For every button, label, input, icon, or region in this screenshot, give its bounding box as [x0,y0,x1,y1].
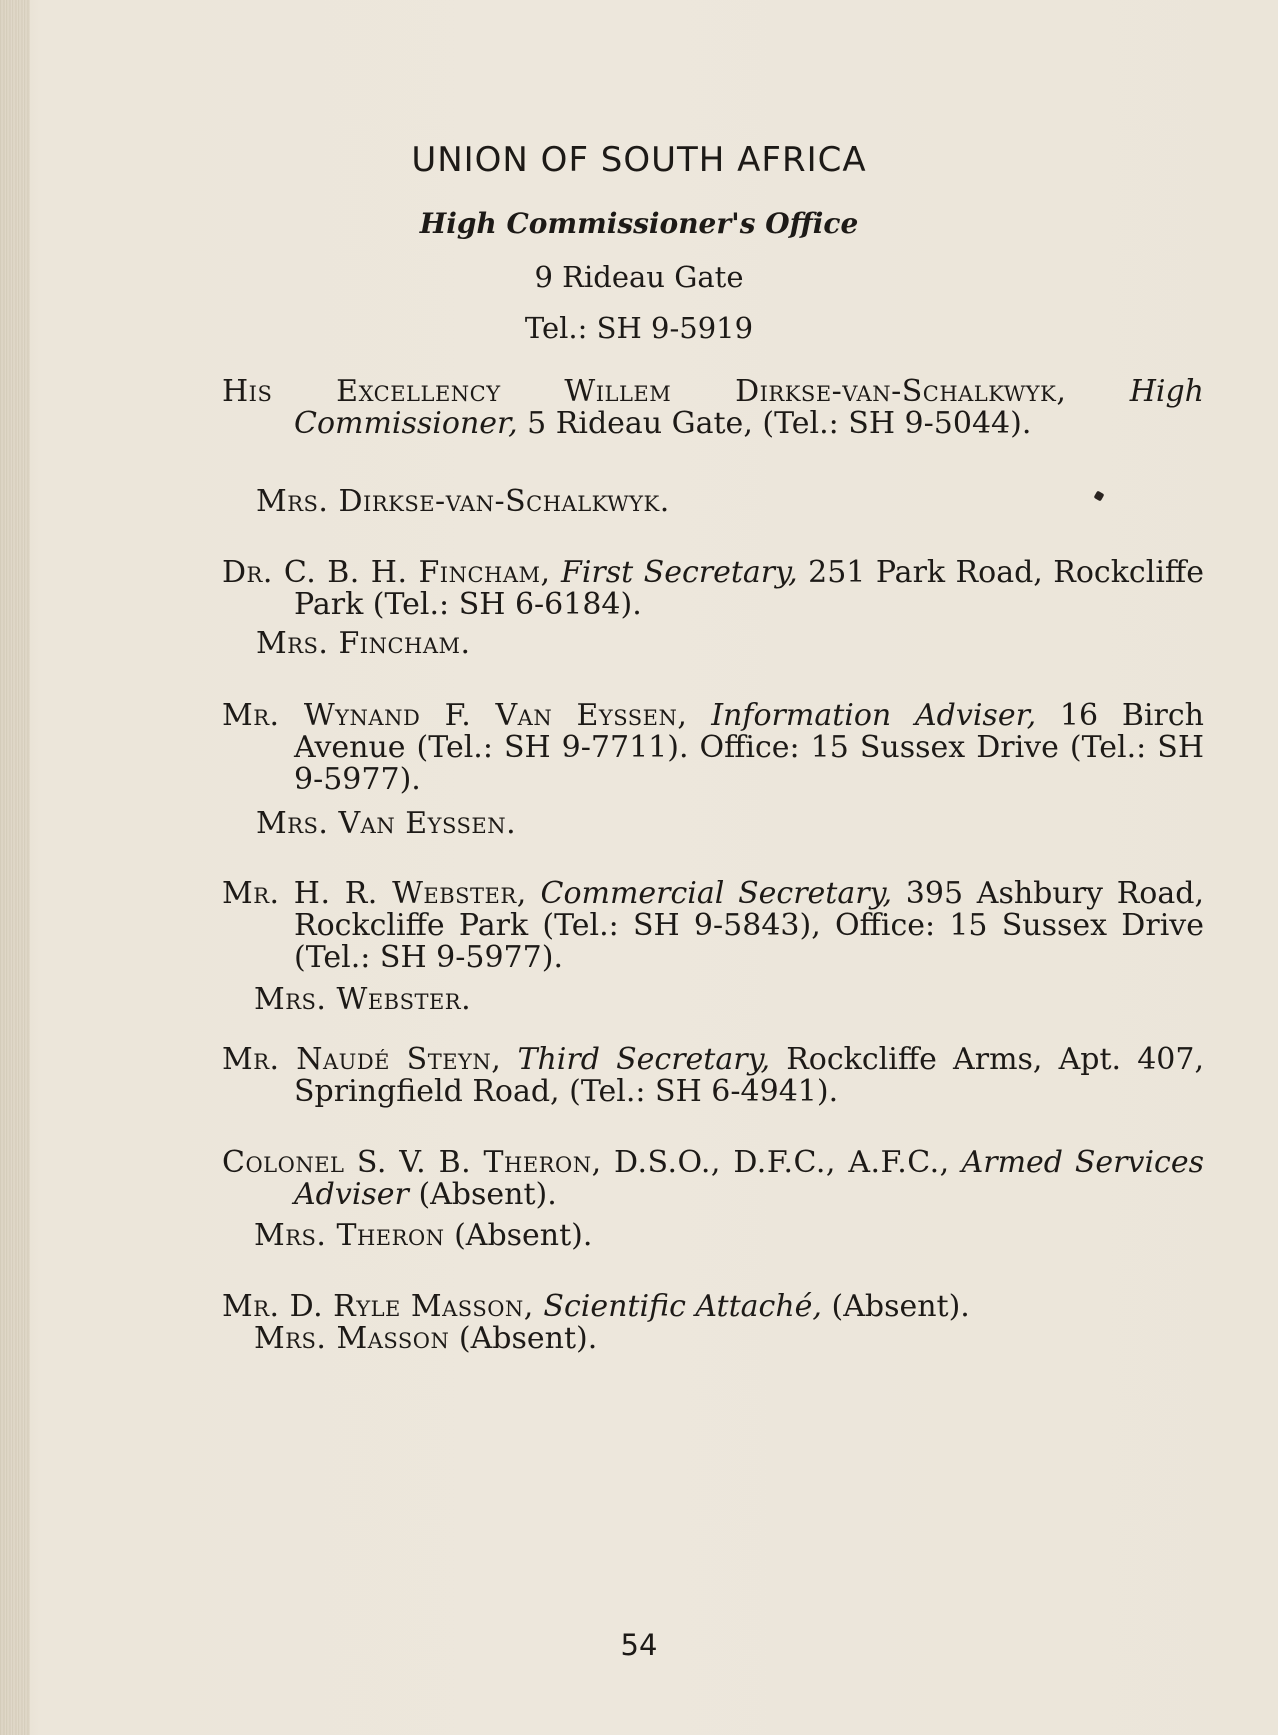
entry-title: Commercial Secretary, [540,876,893,911]
directory-entry [222,376,1204,440]
entry-details: 16 Birch Avenue (Tel.: SH 9-7711). Office: 15 Sussex Drive (Tel.: SH 9-5977). [294,698,1204,797]
office-address: 9 Rideau Gate [534,260,744,294]
country-heading: UNION OF SOUTH AFRICA [411,140,867,180]
entry-details: (Absent). [821,1289,970,1324]
office-heading: High Commissioner's Office [419,207,859,240]
spouse-name: Mrs. Masson [254,1321,450,1356]
entry-name: Mr. Wynand F. Van Eyssen, [222,698,688,733]
entry-name: His Excellency Willem Dirkse-van-Schalkwyk, [222,374,1067,409]
entry-name: Colonel S. V. B. Theron, D.S.O., D.F.C., A.F.C., [222,1145,950,1180]
entry-name: Mr. Naudé Steyn, [222,1042,502,1077]
entry-name: Mr. D. Ryle Masson, [222,1289,534,1324]
directory-entry [222,1044,1204,1108]
entry-title: Information Adviser, [711,698,1037,733]
page-number: 54 [620,1628,658,1662]
entry-details: Rockcliffe Arms, Apt. 407, Springfield Road, (Tel.: SH 6-4941). [294,1042,1204,1109]
entry-spouse: Mrs. Dirkse-van-Schalkwyk. [256,484,670,519]
entry-title: Armed Services Adviser [294,1145,1204,1212]
entry-spouse: Mrs. Webster. [254,982,472,1017]
spouse-suffix: (Absent). [444,1218,593,1253]
directory-entry [222,1147,1204,1211]
directory-entry [222,1291,1204,1323]
entry-details: (Absent). [408,1177,557,1212]
entry-title: First Secretary, [561,555,798,590]
entry-spouse [254,1323,597,1355]
directory-entry [222,700,1204,796]
spouse-suffix: (Absent). [449,1321,598,1356]
entry-title: Scientific Attaché, [543,1289,822,1324]
entry-details: 251 Park Road, Rockcliffe Park (Tel.: SH 6-6184). [294,555,1204,622]
spouse-name: Mrs. Theron [254,1218,445,1253]
entry-spouse: Mrs. Fincham. [256,626,471,661]
entry-name: Dr. C. B. H. Fincham, [222,555,551,590]
entry-details: 5 Rideau Gate, (Tel.: SH 9-5044). [517,406,1032,441]
entry-title: Third Secretary, [517,1042,771,1077]
entry-details: 395 Ashbury Road, Rockcliffe Park (Tel.: SH 9-5843), Office: 15 Sussex Drive (Tel.: SH 9-5977). [294,876,1204,975]
entry-title: High Commissioner, [294,374,1205,441]
directory-entry [222,557,1204,621]
entry-spouse [254,1220,592,1252]
office-telephone: Tel.: SH 9-5919 [524,311,754,345]
entry-spouse: Mrs. Van Eyssen. [256,806,517,841]
entry-name: Mr. H. R. Webster, [222,876,527,911]
directory-entry [222,878,1204,974]
